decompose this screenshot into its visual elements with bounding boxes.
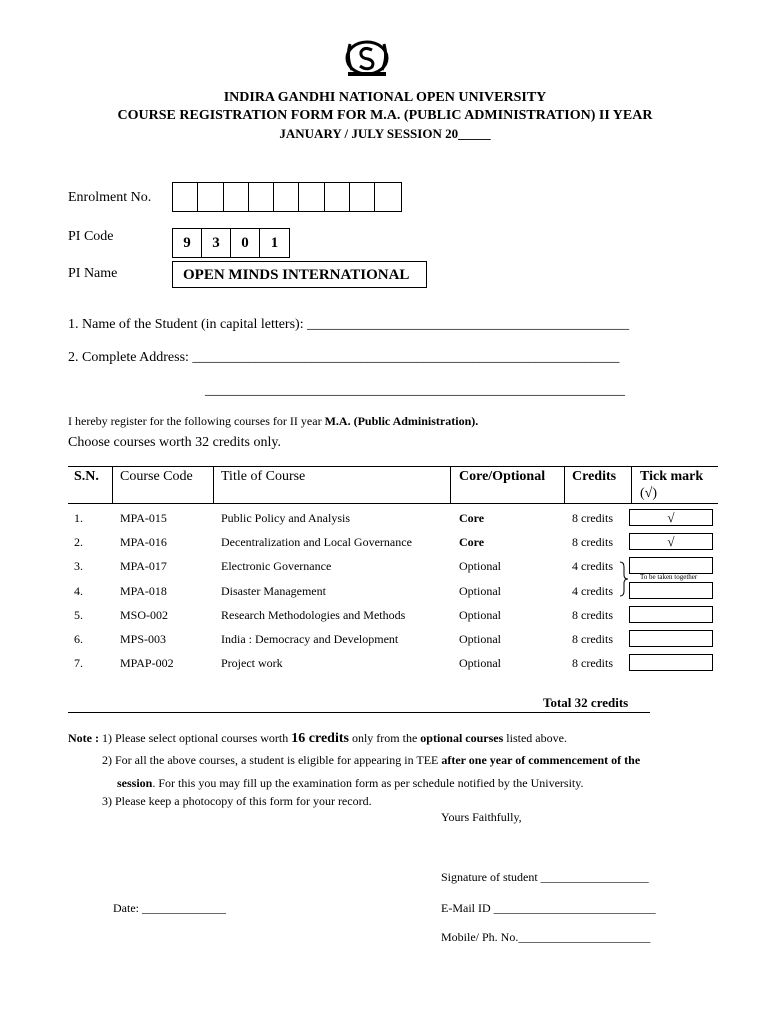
header-title: Title of Course bbox=[221, 469, 306, 484]
note-1-text3: listed above. bbox=[506, 731, 567, 745]
cell-type: Optional bbox=[459, 632, 501, 646]
cell-title: Electronic Governance bbox=[221, 559, 332, 573]
cell-sn: 3. bbox=[74, 559, 83, 573]
enrolment-digit-box[interactable] bbox=[299, 183, 324, 211]
pi-name-box: OPEN MINDS INTERNATIONAL bbox=[172, 261, 427, 288]
session-line: JANUARY / JULY SESSION 20_____ bbox=[279, 126, 491, 141]
cell-sn: 4. bbox=[74, 584, 83, 598]
pi-code-boxes bbox=[172, 228, 290, 258]
email-field[interactable]: E-Mail ID ___________________________ bbox=[441, 901, 656, 915]
tick-box[interactable] bbox=[629, 606, 713, 623]
tick-box[interactable] bbox=[629, 582, 713, 599]
cell-sn: 5. bbox=[74, 608, 83, 622]
note-2-session: session bbox=[117, 776, 153, 790]
enrolment-digit-box[interactable] bbox=[375, 183, 400, 211]
cell-title: Decentralization and Local Governance bbox=[221, 535, 412, 549]
note-2 bbox=[102, 753, 640, 768]
cell-title: India : Democracy and Development bbox=[221, 632, 399, 646]
note-2-text: 2) For all the above courses, a student is eligible for appearing in TEE bbox=[102, 753, 439, 767]
cell-credits: 8 credits bbox=[572, 632, 613, 646]
note-2-bold: after one year of commencement of the bbox=[441, 753, 641, 767]
cell-title: Project work bbox=[221, 656, 283, 670]
cell-type: Optional bbox=[459, 584, 501, 598]
cell-credits: 4 credits bbox=[572, 559, 613, 573]
table-col-divider bbox=[213, 466, 214, 503]
note-1-text: 1) Please select optional courses worth bbox=[101, 731, 289, 745]
tick-box[interactable]: √ bbox=[629, 533, 713, 550]
ignou-logo-icon bbox=[342, 38, 392, 78]
table-top-border bbox=[68, 466, 718, 467]
cell-sn: 7. bbox=[74, 656, 83, 670]
enrolment-digit-box[interactable] bbox=[350, 183, 375, 211]
tick-box[interactable] bbox=[629, 557, 713, 574]
university-title: INDIRA GANDHI NATIONAL OPEN UNIVERSITY bbox=[223, 90, 547, 105]
cell-title: Disaster Management bbox=[221, 584, 326, 598]
note-label: Note : bbox=[68, 731, 99, 745]
cell-credits: 8 credits bbox=[572, 511, 613, 525]
enrolment-digit-box[interactable] bbox=[325, 183, 350, 211]
header-tick: Tick mark bbox=[640, 469, 704, 484]
table-col-divider bbox=[564, 466, 565, 503]
cell-course-code: MPAP-002 bbox=[120, 656, 174, 670]
note-1-credits: 16 credits bbox=[291, 731, 349, 746]
cell-type: Core bbox=[459, 511, 485, 525]
cell-sn: 2. bbox=[74, 535, 83, 549]
pi-code-digit: 9 bbox=[173, 229, 202, 257]
choose-text: Choose courses worth 32 credits only. bbox=[68, 435, 281, 450]
enrolment-label: Enrolment No. bbox=[68, 190, 152, 205]
form-title: COURSE REGISTRATION FORM FOR M.A. (PUBLIC ADMINISTRATION) II YEAR bbox=[117, 108, 653, 123]
note-1-text2: only from the bbox=[351, 731, 418, 745]
pi-code-digit: 1 bbox=[270, 234, 279, 251]
header-credits: Credits bbox=[572, 469, 617, 484]
address-line-2[interactable]: ____________________________________________________________ bbox=[205, 383, 625, 398]
enrolment-digit-box[interactable] bbox=[173, 183, 198, 211]
cell-credits: 4 credits bbox=[572, 584, 613, 598]
signature-field[interactable]: Signature of student __________________ bbox=[441, 870, 649, 884]
cell-title: Research Methodologies and Methods bbox=[221, 608, 406, 622]
cell-type: Optional bbox=[459, 608, 501, 622]
cell-course-code: MPA-018 bbox=[120, 584, 167, 598]
table-header-border bbox=[68, 503, 718, 504]
together-note: To be taken together bbox=[640, 573, 698, 581]
address-field[interactable]: 2. Complete Address: _____________________________________________________________ bbox=[68, 350, 620, 365]
enrolment-boxes[interactable] bbox=[172, 182, 402, 212]
pi-name-label: PI Name bbox=[68, 266, 118, 281]
header-tick-symbol: (√) bbox=[640, 486, 658, 501]
cell-course-code: MPA-016 bbox=[120, 535, 167, 549]
header-sn: S.N. bbox=[74, 469, 99, 484]
register-program: M.A. (Public Administration). bbox=[324, 414, 479, 428]
enrolment-digit-box[interactable] bbox=[198, 183, 223, 211]
table-col-divider bbox=[112, 466, 113, 503]
cell-course-code: MPA-017 bbox=[120, 559, 167, 573]
student-name-field[interactable]: 1. Name of the Student (in capital letters): ______________________________________________ bbox=[68, 317, 630, 332]
tick-box[interactable] bbox=[629, 654, 713, 671]
cell-course-code: MPS-003 bbox=[120, 632, 167, 646]
cell-type: Core bbox=[459, 535, 485, 549]
enrolment-digit-box[interactable] bbox=[274, 183, 299, 211]
cell-sn: 6. bbox=[74, 632, 83, 646]
total-underline bbox=[68, 712, 650, 713]
note-1-optional: optional courses bbox=[420, 731, 504, 745]
total-credits: Total 32 credits bbox=[543, 695, 629, 710]
register-text: I hereby register for the following courses for II year bbox=[68, 414, 322, 428]
cell-title: Public Policy and Analysis bbox=[221, 511, 350, 525]
header-core-optional: Core/Optional bbox=[459, 469, 546, 484]
header-course-code: Course Code bbox=[120, 469, 193, 484]
cell-course-code: MSO-002 bbox=[120, 608, 169, 622]
register-statement bbox=[68, 414, 478, 429]
table-col-divider bbox=[631, 466, 632, 503]
table-col-divider bbox=[450, 466, 451, 503]
yours-faithfully: Yours Faithfully, bbox=[441, 810, 522, 824]
pi-code-digit: 0 bbox=[231, 229, 260, 257]
note-1 bbox=[68, 731, 567, 747]
enrolment-digit-box[interactable] bbox=[224, 183, 249, 211]
note-3: 3) Please keep a photocopy of this form for your record. bbox=[102, 794, 372, 808]
note-2-text2: . For this you may fill up the examination form as per schedule notified by the University. bbox=[152, 776, 584, 790]
cell-type: Optional bbox=[459, 656, 501, 670]
tick-box[interactable]: √ bbox=[629, 509, 713, 526]
cell-credits: 8 credits bbox=[572, 535, 613, 549]
cell-sn: 1. bbox=[74, 511, 83, 525]
together-bracket-icon bbox=[618, 561, 630, 597]
cell-course-code: MPA-015 bbox=[120, 511, 167, 525]
cell-credits: 8 credits bbox=[572, 656, 613, 670]
cell-type: Optional bbox=[459, 559, 501, 573]
cell-credits: 8 credits bbox=[572, 608, 613, 622]
enrolment-digit-box[interactable] bbox=[249, 183, 274, 211]
tick-box[interactable] bbox=[629, 630, 713, 647]
pi-code-label: PI Code bbox=[68, 229, 114, 244]
pi-code-digit: 3 bbox=[202, 229, 231, 257]
note-2-cont bbox=[117, 776, 583, 791]
date-field[interactable]: Date: ______________ bbox=[113, 901, 226, 915]
mobile-field[interactable]: Mobile/ Ph. No.______________________ bbox=[441, 930, 651, 944]
